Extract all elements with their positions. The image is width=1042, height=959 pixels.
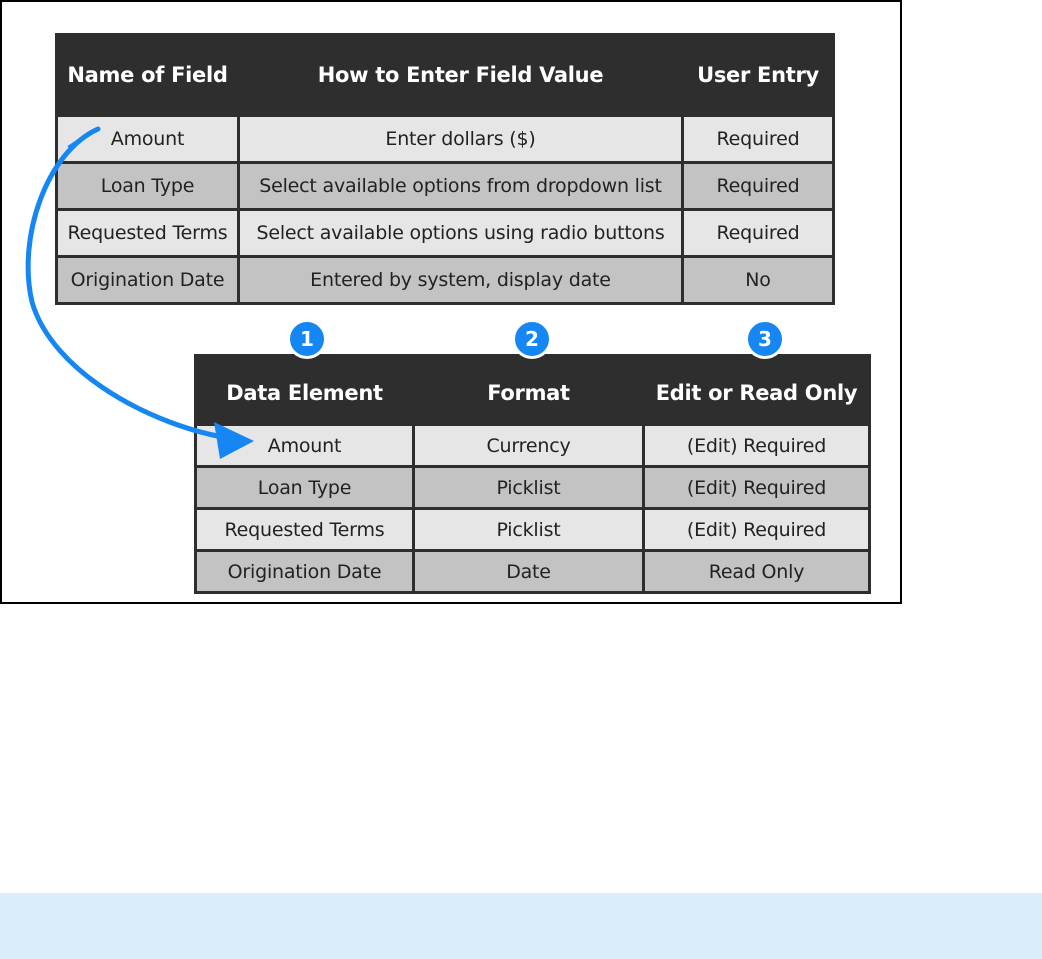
footer-bar — [0, 893, 1042, 959]
table-cell: Loan Type — [197, 468, 412, 507]
table-cell: Required — [684, 117, 832, 161]
table-cell: Select available options using radio buttons — [240, 211, 681, 255]
table-cell: Loan Type — [58, 164, 237, 208]
table-cell: Origination Date — [197, 552, 412, 591]
table-cell: Select available options from dropdown list — [240, 164, 681, 208]
column-header: Data Element — [226, 381, 383, 405]
column-header: Format — [487, 381, 570, 405]
step-badge-1: 1 — [287, 319, 327, 359]
table-cell: Picklist — [415, 510, 642, 549]
table-cell: Read Only — [645, 552, 868, 591]
table-cell: Currency — [415, 426, 642, 465]
table-cell: Requested Terms — [58, 211, 237, 255]
table-cell: No — [684, 258, 832, 302]
table-cell: Origination Date — [58, 258, 237, 302]
table-cell: Enter dollars ($) — [240, 117, 681, 161]
table-cell: Picklist — [415, 468, 642, 507]
column-header: User Entry — [697, 63, 819, 87]
table-cell: Amount — [58, 117, 237, 161]
mapping-arrow-icon — [2, 2, 904, 606]
step-badge-2: 2 — [512, 319, 552, 359]
column-header: Edit or Read Only — [655, 381, 858, 405]
table-cell: (Edit) Required — [645, 468, 868, 507]
table-cell: Required — [684, 211, 832, 255]
table-cell: Requested Terms — [197, 510, 412, 549]
column-header: Name of Field — [67, 63, 228, 87]
table-cell: Entered by system, display date — [240, 258, 681, 302]
table-cell: Amount — [197, 426, 412, 465]
table-cell: (Edit) Required — [645, 510, 868, 549]
table-cell: (Edit) Required — [645, 426, 868, 465]
column-header: How to Enter Field Value — [317, 63, 604, 87]
table-cell: Date — [415, 552, 642, 591]
table-cell: Required — [684, 164, 832, 208]
step-badge-3: 3 — [745, 319, 785, 359]
